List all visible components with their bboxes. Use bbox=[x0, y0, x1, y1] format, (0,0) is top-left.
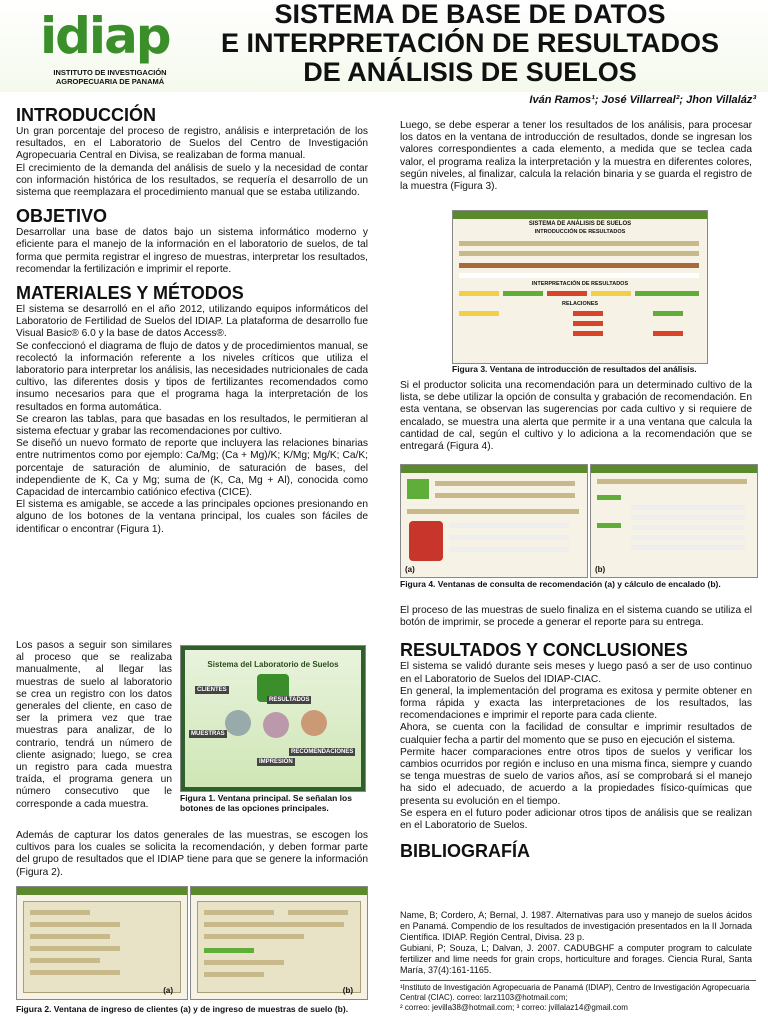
materiales-closing: Además de capturar los datos generales de las muestras, se escogen los cultivos para los cuales se solicita la recomendación, y deben formar parte del grupo de resultados que el IDIAP tiene para que se genere la información (Figura 2). bbox=[16, 830, 368, 878]
authors: Iván Ramos¹; José Villarreal²; Jhon Villaláz³ bbox=[529, 94, 756, 106]
materiales-paragraph: El sistema se desarrolló en el año 2012, utilizando equipos informáticos del Laboratorio de Fertilidad de Suelos del IDIAP. La plataforma de desarrollo fue Visual Basic® 6.0 y la base de datos Access®. bbox=[16, 304, 368, 340]
figure-2b-field bbox=[204, 934, 304, 939]
figure-1-title: Sistema del Laboratorio de Suelos bbox=[207, 660, 339, 669]
figure-2a-field bbox=[30, 958, 100, 963]
figure-4b-row bbox=[631, 545, 745, 550]
figure-3-relation bbox=[653, 331, 683, 336]
figure-3-level-medium bbox=[459, 291, 499, 296]
figure-4a-row bbox=[449, 523, 569, 528]
figure-3-relations-title: RELACIONES bbox=[561, 301, 599, 307]
figure-1-caption bbox=[180, 793, 368, 813]
figure-3-subtitle: INTRODUCCIÓN DE RESULTADOS bbox=[534, 229, 626, 235]
resultados-paragraph: El sistema se validó durante seis meses y luego pasó a ser de uso continuo en el Laboratorio de Suelos del IDIAP-CIAC. bbox=[400, 661, 752, 685]
figure-2b-field bbox=[204, 972, 264, 977]
figure-2b-crop-list bbox=[204, 948, 254, 953]
figure-3-row bbox=[459, 251, 699, 256]
figure-2a-field bbox=[30, 934, 110, 939]
figure-2a-label: (a) bbox=[163, 986, 173, 995]
figure-4b-row bbox=[597, 479, 747, 484]
logo-subtitle: INSTITUTO DE INVESTIGACIÓN AGROPECUARIA DE PANAMÁ bbox=[53, 68, 167, 86]
right-column-lower bbox=[400, 605, 752, 862]
figure-3-element-header bbox=[459, 263, 699, 268]
figure-2b-label: (b) bbox=[342, 986, 353, 995]
figure-1-canvas bbox=[185, 650, 361, 787]
figure-3-values-row bbox=[459, 273, 699, 278]
figure-1-caption-text: Ventana principal. Se señalan los botones de las opciones principales. bbox=[180, 793, 352, 813]
figure-4b-titlebar bbox=[591, 465, 757, 473]
figure-3-level-medium bbox=[591, 291, 631, 296]
figure-2b-field bbox=[204, 910, 274, 915]
title-line-2: E INTERPRETACIÓN DE RESULTADOS bbox=[220, 28, 720, 58]
figure-2b-sample-window bbox=[190, 886, 368, 1000]
figure-4b-label: (b) bbox=[595, 565, 606, 574]
figure-2b-titlebar bbox=[191, 887, 367, 895]
materiales-paragraph: Se crearon las tablas, para que basadas en los resultados, le permitieran al sistema efectuar y grabar las recomendaciones por cultivo. bbox=[16, 413, 368, 438]
figure-4a-alert-box bbox=[407, 479, 429, 499]
figure-2a-field bbox=[30, 922, 120, 927]
footnote-line-1: ¹Instituto de Investigación Agropecuaria de Panamá (IDIAP), Centro de Investigación Agropecuaria Central (CIAC). correo: larz1103@hotmail.com; bbox=[400, 983, 750, 1002]
figure-4a-row bbox=[407, 509, 579, 514]
figure-4a-row bbox=[449, 535, 569, 540]
figure-3-level-high bbox=[503, 291, 543, 296]
figure-3-results-window bbox=[452, 210, 708, 364]
title-line-3: DE ANÁLISIS DE SUELOS bbox=[303, 57, 637, 87]
figure-4b-row bbox=[631, 515, 745, 520]
figure-3-relation bbox=[653, 311, 683, 316]
bibliografia-list bbox=[400, 910, 752, 976]
figure-2-caption: Figura 2. Ventana de ingreso de clientes (a) y de ingreso de muestras de suelo (b). bbox=[16, 1004, 349, 1014]
figure-2b-field bbox=[288, 910, 348, 915]
figure-4a-crop-image bbox=[409, 521, 443, 561]
intro-paragraph: El crecimiento de la demanda del análisis de suelo y la necesidad de contar con información histórica de los resultados, se requería el desarrollo de un sistema que reemplazara el procedimiento manual que se estaba utilizando. bbox=[16, 162, 368, 199]
resultados-paragraph: En general, la implementación del programa es exitosa y permite obtener en forma rápida y exacta las interpretaciones de los resultados, las recomendaciones e imprimir el reporte para cada cliente. bbox=[400, 685, 752, 722]
figure-3-level-high bbox=[635, 291, 699, 296]
bibliografia-heading: BIBLIOGRAFÍA bbox=[400, 841, 530, 862]
figure-2a-field bbox=[30, 910, 90, 915]
figure-1-label: CLIENTES bbox=[197, 687, 227, 693]
footnote-divider bbox=[400, 980, 756, 981]
figure-3-crop bbox=[459, 311, 499, 316]
resultados-paragraph: Ahora, se cuenta con la facilidad de consultar e imprimir resultados de cualquier fecha a partir del momento que se puso en ejecución el sistema. bbox=[400, 722, 752, 746]
materiales-paragraph: Se confeccionó el diagrama de flujo de datos y de procedimientos manual, se recolectó la información referente a los niveles críticos que utiliza el laboratorio para interpretar los análisis, las necesidades nutricionales de cada cultivo, las diferentes dosis y tipos de fertilizantes recomendados como insumo necesarios para que el programa haga la interpretación de los resultados en forma automática. bbox=[16, 340, 368, 413]
figure-1-button-recomendaciones bbox=[301, 710, 327, 736]
figure-3-titlebar bbox=[453, 211, 707, 219]
figure-1-caption-label: Figura 1. bbox=[180, 793, 216, 803]
figure-4b-row bbox=[631, 535, 745, 540]
resultados-paragraph: Se espera en el futuro poder adicionar otros tipos de análisis que se realizan en el Laboratorio de Suelos. bbox=[400, 807, 752, 832]
figure-4-caption: Figura 4. Ventanas de consulta de recomendación (a) y cálculo de encalado (b). bbox=[400, 579, 721, 589]
materiales-paragraph: El sistema es amigable, se accede a las principales opciones presionando en alguno de los botones de la ventana principal, los cuales son fáciles de identificar o encontrar (Figura 1). bbox=[16, 499, 368, 535]
figure-4b-lime-window bbox=[590, 464, 758, 578]
bibliografia-reference: Gubiani, P; Souza, L; Dalvan, J. 2007. CADUBGHF a computer program to calculate fertilizer and lime needs for grain crops, horticulture and forages. Ciencia Rural, Santa María, 37(4):161-1165. bbox=[400, 943, 752, 975]
figure-4a-row bbox=[435, 493, 575, 498]
figure-1-button-clientes bbox=[225, 710, 251, 736]
figure-1-label: RECOMENDACIONES bbox=[291, 749, 354, 755]
resultados-paragraph: Permite hacer comparaciones entre otros tipos de suelos y verificar los cambios ocurridos por región e incluso en una misma finca, siempre y cuando se tenga muestras de suelo de varios años, así se comprobará si el manejo ha sido el adecuado, de acuerdo a la propiedades físico-químicas que presenta su evolución en el tiempo. bbox=[400, 746, 752, 807]
figure-2a-titlebar bbox=[17, 887, 187, 895]
figure-3-relation bbox=[573, 311, 603, 316]
figure-2a-form bbox=[23, 901, 181, 993]
figure-3-title: SISTEMA DE ANÁLISIS DE SUELOS bbox=[528, 221, 632, 227]
intro-paragraph: Un gran porcentaje del proceso de registro, análisis e interpretación de los resultados, en el Laboratorio de Suelos del Centro de Investigación Agropecuaria Central en Divisa, se realizaban de forma manual. bbox=[16, 126, 368, 162]
figure-3-relation bbox=[573, 321, 603, 326]
figure-2a-field bbox=[30, 946, 120, 951]
materiales-heading: MATERIALES Y MÉTODOS bbox=[16, 283, 244, 304]
figure-1-label: IMPRESIÓN bbox=[259, 759, 293, 765]
figure-4b-row bbox=[631, 505, 745, 510]
figure-3-relation bbox=[573, 331, 603, 336]
title-line-1: SISTEMA DE BASE DE DATOS bbox=[274, 0, 666, 29]
figure-3-interp-title: INTERPRETACIÓN DE RESULTADOS bbox=[531, 281, 629, 287]
figure-1-main-window bbox=[180, 645, 366, 792]
figure-4a-recommendation-window bbox=[400, 464, 588, 578]
footnote-line-2: ² correo: jevilla38@hotmail.com; ³ correo: jvillalaz14@gmail.com bbox=[400, 1003, 628, 1012]
right-paragraph-1: Luego, se debe esperar a tener los resultados de los análisis, para procesar los datos en la ventana de introducción de resultados, donde se ingresan los valores correspondientes a cada elemento, a medida que se teclea cada valor, el programa realiza la interpretación y la muestra en diferentes colores, según niveles, al finalizar, calcula la relación binaria y se guarda el registro de la muestra (Figura 3). bbox=[400, 120, 752, 193]
figure-2a-client-window bbox=[16, 886, 188, 1000]
figure-4a-row bbox=[449, 547, 569, 552]
right-paragraph-2: Si el productor solicita una recomendación para un determinado cultivo de la lista, se debe utilizar la opción de consulta y grabación de recomendación. En esta ventana, se observan las sugerencias por cada cultivo y si requiere de encalado, se muestra una alerta que permite ir a una ventana que calcula la cantidad de cal, según el cultivo y lo adiciona a la recomendación que se entregará (Figura 4). bbox=[400, 380, 752, 453]
figure-4a-label: (a) bbox=[405, 565, 415, 574]
figure-2a-field bbox=[30, 970, 120, 975]
figure-1-label: RESULTADOS bbox=[269, 697, 310, 703]
right-paragraph-3: El proceso de las muestras de suelo finaliza en el sistema cuando se utiliza el botón de imprimir, se procede a generar el reporte para su entrega. bbox=[400, 605, 752, 629]
idiap-logo: idiap bbox=[40, 7, 170, 65]
figure-2b-form bbox=[197, 901, 361, 993]
objetivo-heading: OBJETIVO bbox=[16, 206, 108, 227]
figure-3-caption: Figura 3. Ventana de introducción de resultados del análisis. bbox=[452, 364, 697, 374]
figure-3-row bbox=[459, 241, 699, 246]
left-column bbox=[16, 104, 368, 536]
objetivo-paragraph: Desarrollar una base de datos bajo un sistema informático moderno y eficiente para el manejo de la información en el laboratorio de suelos, de tal forma que permita registrar el ingreso de muestras, interpretar los resultados, recomendar la fertilización e imprimir el reporte. bbox=[16, 227, 368, 275]
figure-3-level-low bbox=[547, 291, 587, 296]
figure-4b-row bbox=[631, 525, 745, 530]
figure-4b-button bbox=[597, 523, 621, 528]
figure-2b-field bbox=[204, 922, 344, 927]
figure-2b-field bbox=[204, 960, 284, 965]
figure-4a-titlebar bbox=[401, 465, 587, 473]
materiales-steps: Los pasos a seguir son similares al proceso que se realizaba manualmente, al llegar las muestras de suelo al laboratorio se crea un registro con los datos generales del cliente, en caso de ser la primera vez que trae muestras para analizar, de lo contrario, tendrá un número de cliente asignado; luego, se crea un registro para cada muestra traída, el programa genera un número consecutivo que le corresponde a cada muestra. bbox=[16, 640, 172, 810]
figure-1-label: MUESTRAS bbox=[191, 731, 225, 737]
figure-4a-row bbox=[435, 481, 575, 486]
materiales-paragraph: Se diseñó un nuevo formato de reporte que incluyera las relaciones binarias entre nutrimentos como por ejemplo: Ca/Mg; (Ca + Mg)/K; K/Mg; Mg/K; Ca/K; porcentaje de saturación de aluminio, de saturación de bases, del independiente de K, Ca y Mg; suma de (K, Ca, Mg + Al), conocida como Capacidad de intercambio catiónico efectiva (CICE). bbox=[16, 438, 368, 499]
resultados-heading: RESULTADOS Y CONCLUSIONES bbox=[400, 640, 688, 661]
footnote bbox=[400, 983, 756, 1013]
intro-heading: INTRODUCCIÓN bbox=[16, 105, 156, 125]
bibliografia-reference: Name, B; Cordero, A; Bernal, J. 1987. Alternativas para uso y manejo de suelos ácidos en Panamá. Compendio de los resultados de investigación presentados en la II Jornada Científica. IDIAP. Región Central, Divisa. 23 p. bbox=[400, 910, 752, 942]
poster-title bbox=[195, 0, 745, 87]
poster-header bbox=[0, 0, 768, 92]
figure-4b-button bbox=[597, 495, 621, 500]
figure-1-button-resultados bbox=[263, 712, 289, 738]
